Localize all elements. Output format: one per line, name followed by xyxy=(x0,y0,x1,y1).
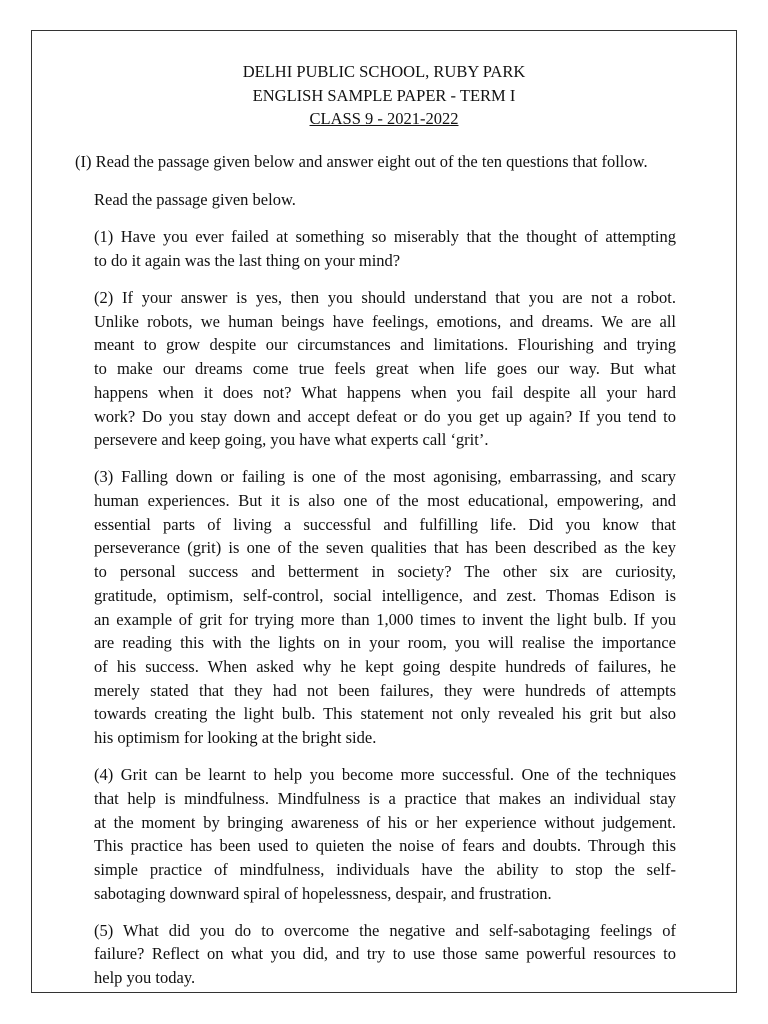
text-line: are reading this with the lights on in your room, you will realise the importance xyxy=(94,633,676,653)
text-line: work? Do you stay down and accept defeat or do you get up again? If you tend to xyxy=(94,406,676,426)
text-line: simple practice of mindfulness, individuals have the ability to stop the self- xyxy=(94,859,676,879)
text-line: perseverance (grit) is one of the seven qualities that has been described as the key xyxy=(94,538,676,558)
paper-title: ENGLISH SAMPLE PAPER - TERM I xyxy=(252,86,516,105)
text-line: an example of grit for trying more than 1,000 times to invent the light bulb. If you xyxy=(94,609,676,629)
text-line: persevere and keep going, you have what experts call ‘grit’. xyxy=(94,430,489,450)
passage-paragraph-4 xyxy=(94,763,676,905)
passage-paragraph-5 xyxy=(94,919,676,990)
text-line: (2) If your answer is yes, then you should understand that you are not a robot. xyxy=(94,288,676,308)
text-line: happens when it does not? What happens when you fail despite all your hard xyxy=(94,382,676,402)
text-line: Unlike robots, we human beings have feelings, emotions, and dreams. We are all xyxy=(94,311,676,331)
text-line: to make our dreams come true feels great when life goes our way. But what xyxy=(94,359,676,379)
text-line: merely stated that they had not been failures, they were hundreds of attempts xyxy=(94,680,676,700)
school-name: DELHI PUBLIC SCHOOL, RUBY PARK xyxy=(242,62,526,81)
text-line: failure? Reflect on what you did, and try to use those same powerful resources to xyxy=(94,944,676,964)
text-line: at the moment by bringing awareness of his or her experience without judgement. xyxy=(94,812,676,832)
passage-paragraph-2 xyxy=(94,286,676,452)
text-line: his optimism for looking at the bright side. xyxy=(94,727,377,747)
text-line: to do it again was the last thing on your mind? xyxy=(94,250,401,270)
text-line: This practice has been used to quieten the noise of fears and doubts. Through this xyxy=(94,836,676,856)
class-year xyxy=(0,109,768,129)
text-line: to personal success and betterment in society? The other six are curiosity, xyxy=(94,562,676,582)
text-line: (5) What did you do to overcome the negative and self-sabotaging feelings of xyxy=(94,920,676,940)
text-line: (4) Grit can be learnt to help you become more successful. One of the techniques xyxy=(94,765,676,785)
text-line: human experiences. But it is also one of the most educational, empowering, and xyxy=(94,491,676,511)
text-line: Read the passage given below. xyxy=(94,190,296,209)
text-line: (1) Have you ever failed at something so miserably that the thought of attempting xyxy=(94,227,676,247)
text-line: help you today. xyxy=(94,968,196,988)
question-instruction: (I) Read the passage given below and answer eight out of the ten questions that follow. xyxy=(75,152,648,171)
class-year-text: CLASS 9 - 2021-2022 xyxy=(309,109,459,128)
passage-intro xyxy=(94,188,676,212)
passage-paragraph-3 xyxy=(94,465,676,749)
text-line: sabotaging downward spiral of hopelessness, despair, and frustration. xyxy=(94,883,552,903)
text-line: that help is mindfulness. Mindfulness is a practice that makes an individual stay xyxy=(94,788,676,808)
text-line: essential parts of living a successful and fulfilling life. Did you know that xyxy=(94,514,676,534)
text-line: gratitude, optimism, self-control, social intelligence, and zest. Thomas Edison is xyxy=(94,585,676,605)
text-line: (3) Falling down or failing is one of the most agonising, embarrassing, and scary xyxy=(94,467,676,487)
passage xyxy=(94,188,676,1003)
text-line: meant to grow despite our circumstances and limitations. Flourishing and trying xyxy=(94,335,676,355)
passage-paragraph-1 xyxy=(94,225,676,272)
text-line: of his success. When asked why he kept going despite hundreds of failures, he xyxy=(94,656,676,676)
text-line: towards creating the light bulb. This statement not only revealed his grit but also xyxy=(94,704,676,724)
